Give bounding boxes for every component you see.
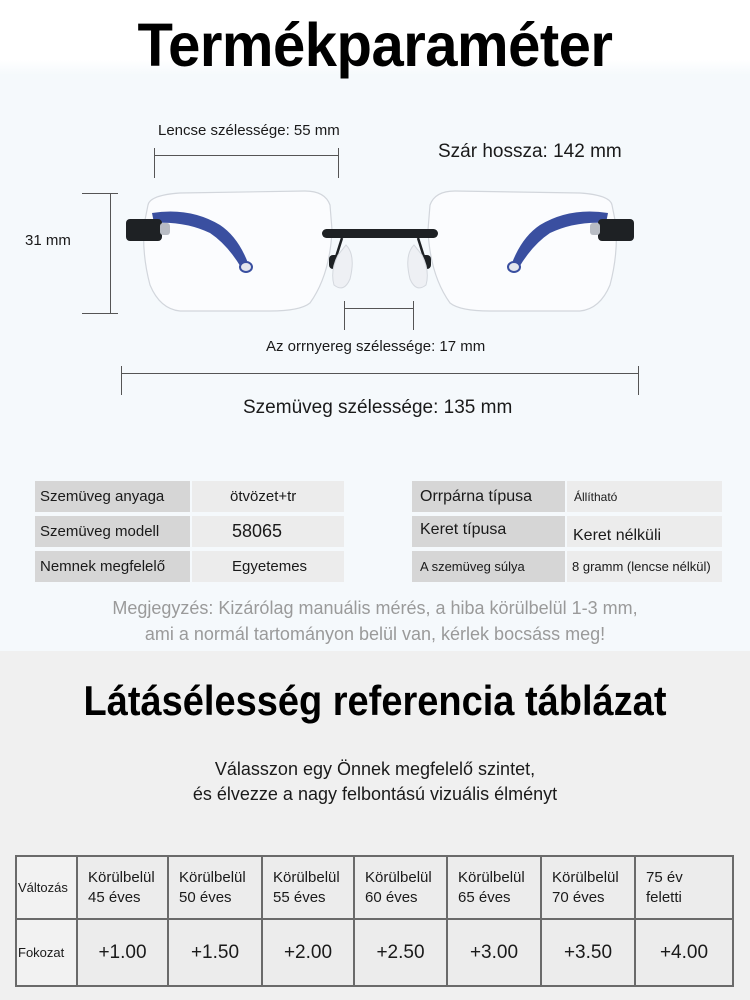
power-row xyxy=(16,919,733,986)
lens-width-tick-left xyxy=(154,148,155,178)
lens-width-tick-right xyxy=(338,148,339,178)
spec-row xyxy=(35,481,344,512)
spec-value: 8 gramm (lencse nélkül) xyxy=(567,551,722,582)
spec-row xyxy=(35,516,344,547)
lens-height-tick-top xyxy=(82,193,118,194)
spec-value: Keret nélküli xyxy=(567,516,722,547)
spec-row xyxy=(35,551,344,582)
power-row-header: Fokozat xyxy=(16,919,77,986)
spec-row xyxy=(412,481,722,512)
section-subtitle-line1: Válasszon egy Önnek megfelelő szintet, xyxy=(214,759,536,779)
power-cell: +2.00 xyxy=(262,919,354,986)
age-cell xyxy=(635,856,733,919)
lens-height-line xyxy=(110,193,111,314)
spec-label: Orrpárna típusa xyxy=(412,481,565,512)
power-cell: +2.50 xyxy=(354,919,447,986)
age-cell-line2: 55 éves xyxy=(273,888,326,906)
age-cell-line2: 70 éves xyxy=(552,888,605,906)
bridge-width-line xyxy=(344,308,414,309)
total-width-label: Szemüveg szélessége: 135 mm xyxy=(243,397,513,418)
age-cell xyxy=(447,856,541,919)
measurement-note-line2: ami a normál tartományon belül van, kérlek bocsáss meg! xyxy=(144,624,606,644)
spec-label: Keret típusa xyxy=(412,516,565,547)
lens-height-label: 31 mm xyxy=(25,232,71,249)
spec-row xyxy=(412,551,722,582)
age-cell xyxy=(168,856,262,919)
age-cell-line2: 50 éves xyxy=(179,888,232,906)
spec-value: 58065 xyxy=(192,516,344,547)
vision-reference-table xyxy=(15,855,734,987)
age-cell-line1: Körülbelül xyxy=(552,868,619,886)
spec-label: A szemüveg súlya xyxy=(412,551,565,582)
total-width-line xyxy=(121,373,639,374)
power-cell: +4.00 xyxy=(635,919,733,986)
age-cell-line1: Körülbelül xyxy=(458,868,525,886)
power-cell: +3.00 xyxy=(447,919,541,986)
age-cell xyxy=(354,856,447,919)
spec-value: ötvözet+tr xyxy=(192,481,344,512)
bridge-width-tick-right xyxy=(413,301,414,330)
lens-width-line xyxy=(155,155,339,156)
age-cell xyxy=(262,856,354,919)
bridge-width-tick-left xyxy=(344,301,345,330)
spec-row xyxy=(412,516,722,547)
power-cell: +1.00 xyxy=(77,919,168,986)
power-cell: +3.50 xyxy=(541,919,635,986)
measurement-note-line1: Megjegyzés: Kizárólag manuális mérés, a hiba körülbelül 1-3 mm, xyxy=(112,598,638,618)
lens-width-label: Lencse szélessége: 55 mm xyxy=(158,122,340,139)
page-title: Termékparaméter xyxy=(137,11,613,80)
age-cell-line2: feletti xyxy=(646,888,682,906)
bridge-width-label: Az orrnyereg szélessége: 17 mm xyxy=(266,338,486,355)
age-cell xyxy=(77,856,168,919)
age-cell-line1: Körülbelül xyxy=(273,868,340,886)
age-cell xyxy=(541,856,635,919)
section-subtitle-line2: és élvezze a nagy felbontású vizuális élményt xyxy=(192,784,558,804)
spec-value: Állítható xyxy=(567,481,722,512)
age-cell-line1: Körülbelül xyxy=(88,868,155,886)
power-cell: +1.50 xyxy=(168,919,262,986)
spec-label: Szemüveg anyaga xyxy=(35,481,190,512)
section-title: Látásélesség referencia táblázat xyxy=(83,678,667,726)
lens-height-tick-bottom xyxy=(82,313,118,314)
spec-value: Egyetemes xyxy=(192,551,344,582)
temple-length-label: Szár hossza: 142 mm xyxy=(438,141,622,162)
spec-label: Nemnek megfelelő xyxy=(35,551,190,582)
age-cell-line2: 65 éves xyxy=(458,888,511,906)
age-row-header: Változás xyxy=(16,856,77,919)
age-cell-line1: 75 év xyxy=(646,868,683,886)
glasses-illustration xyxy=(120,185,640,315)
age-cell-line2: 60 éves xyxy=(365,888,418,906)
age-cell-line2: 45 éves xyxy=(88,888,141,906)
spec-label: Szemüveg modell xyxy=(35,516,190,547)
total-width-tick-left xyxy=(121,366,122,395)
total-width-tick-right xyxy=(638,366,639,395)
age-cell-line1: Körülbelül xyxy=(365,868,432,886)
age-row xyxy=(16,856,733,919)
age-cell-line1: Körülbelül xyxy=(179,868,246,886)
